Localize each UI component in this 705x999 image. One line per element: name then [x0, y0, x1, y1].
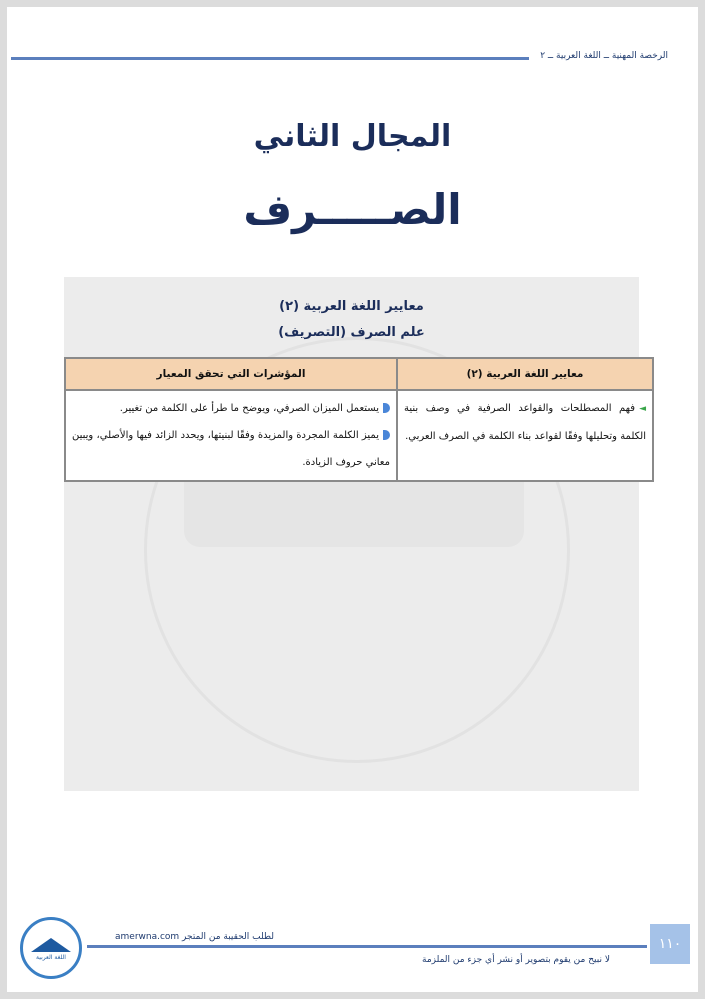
standards-subtitle: علم الصرف (التصريف) [278, 325, 425, 340]
standards-panel [64, 277, 646, 791]
half-circle-bullet-icon [383, 403, 390, 413]
main-title: الصـــــرف [243, 185, 462, 234]
footer-store-link[interactable]: لطلب الحقيبة من المتجر amerwna.com [115, 932, 275, 942]
header-line [11, 57, 529, 60]
domain-title: المجال الثاني [253, 119, 452, 154]
logo-text: اللغة العربية [36, 954, 66, 961]
footer-line [87, 945, 647, 948]
indicator-item: يستعمل الميزان الصرفي، ويوضح ما طرأ على الكلمة من تغيير. [72, 395, 390, 422]
page [7, 7, 698, 992]
standards-table [64, 357, 654, 482]
table-row [65, 390, 653, 481]
logo-mark-icon [31, 938, 71, 952]
indicators-cell [65, 390, 397, 481]
triangle-bullet-icon: ◄ [639, 404, 646, 414]
standard-cell [397, 390, 653, 481]
footer-notice: لا نبيح من يقوم بتصوير أو نشر أي جزء من الملزمة [422, 955, 610, 965]
standard-text: فهم المصطلحات والقواعد الصرفية في وصف بنية الكلمة وتحليلها وفقًا لقواعد بناء الكلمة في الصرف العربي. [404, 403, 646, 442]
half-circle-bullet-icon [383, 430, 390, 440]
brand-logo [20, 917, 82, 979]
col-header-standard: معايير اللغة العربية (٢) [397, 358, 653, 390]
header-text: الرخصة المهنية ــ اللغة العربية ــ ٢ [540, 51, 668, 61]
page-number: ١١٠ [650, 924, 690, 964]
col-header-indicators: المؤشرات التي تحقق المعيار [65, 358, 397, 390]
standards-title: معايير اللغة العربية (٢) [279, 299, 424, 314]
indicator-item: يميز الكلمة المجردة والمزيدة وفقًا لبنيتها، ويحدد الزائد فيها والأصلي، ويبين معاني حروف الزيادة. [72, 430, 390, 468]
